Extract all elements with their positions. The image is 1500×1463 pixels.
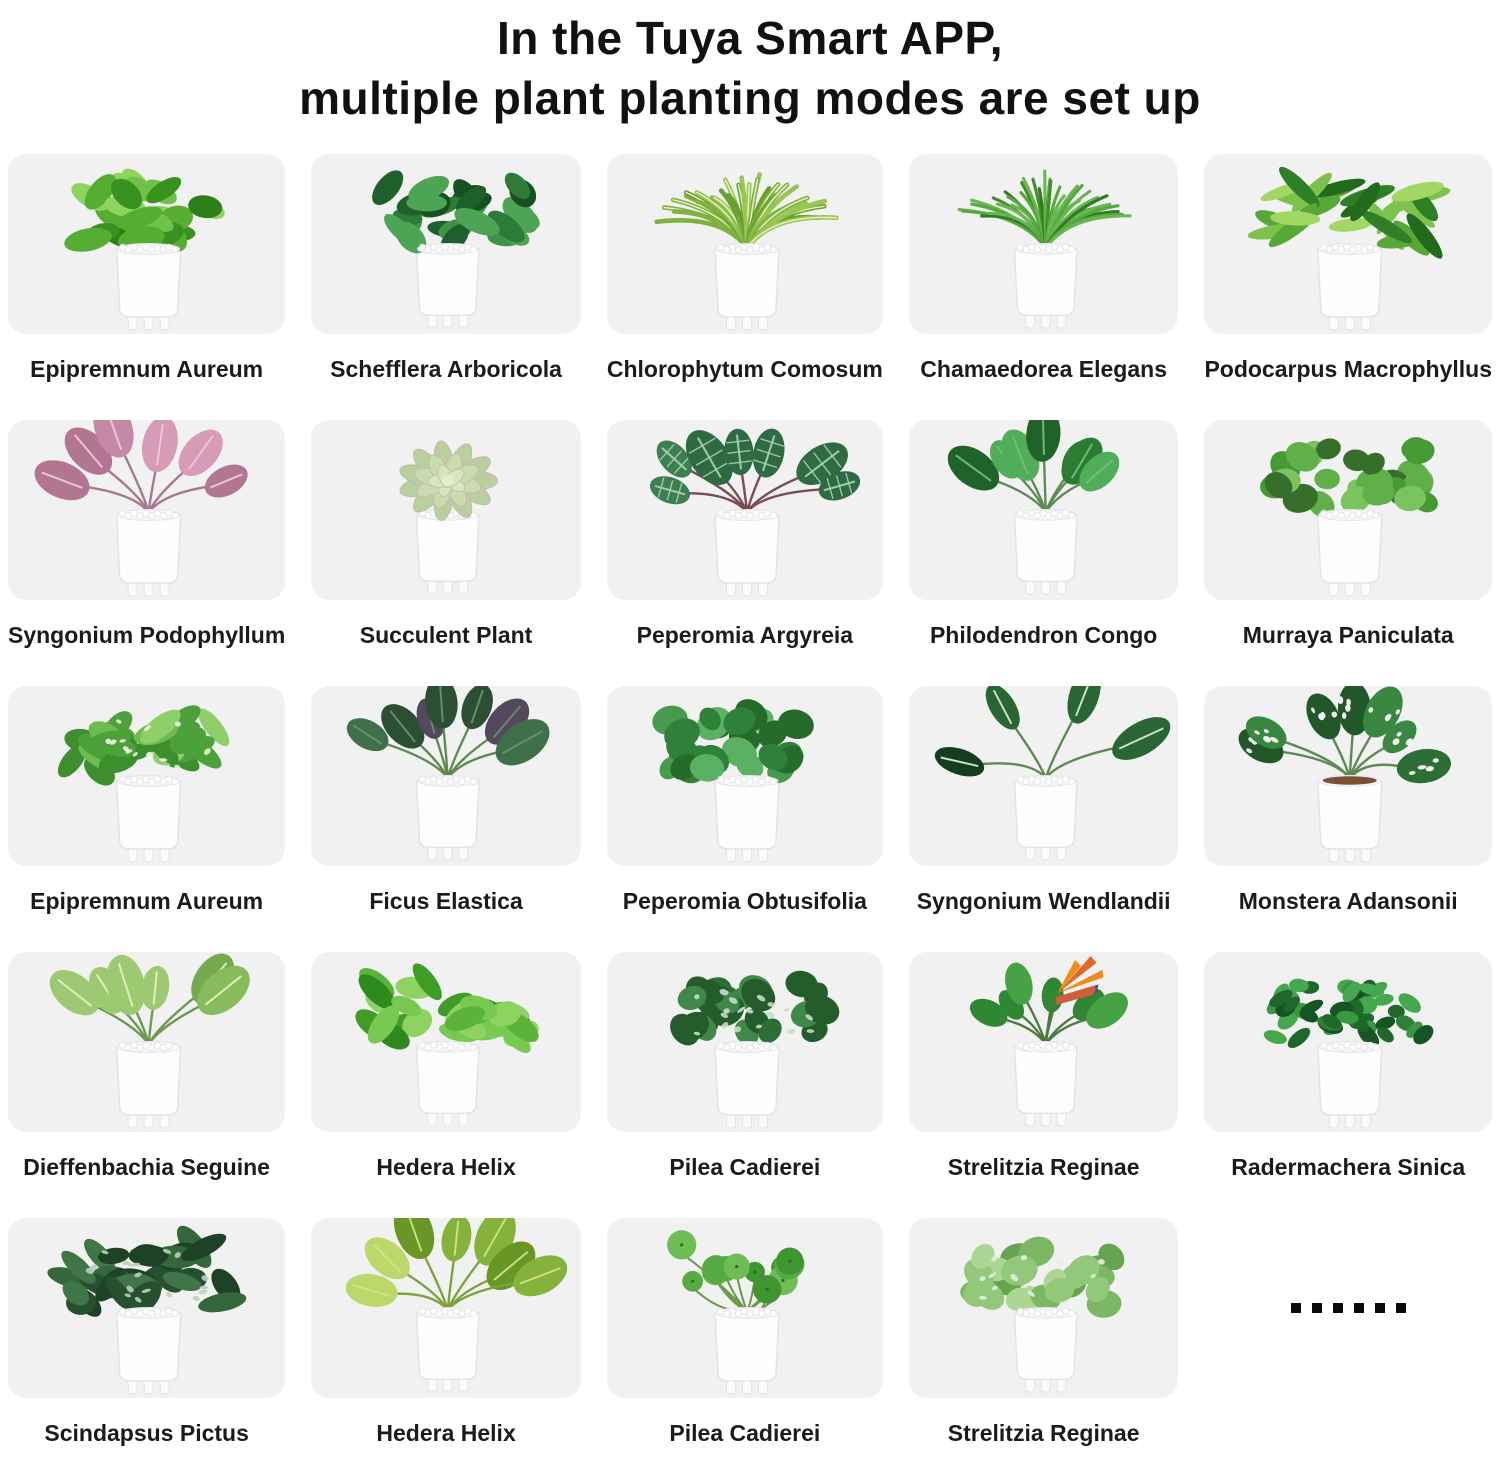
plant-name-label: Podocarpus Macrophyllus <box>1204 356 1492 382</box>
plant-card-cell <box>8 154 285 382</box>
plant-card-cell <box>1204 952 1492 1180</box>
plant-name-label: Pilea Cadierei <box>669 1420 821 1446</box>
plant-name-label: Peperomia Obtusifolia <box>622 888 867 914</box>
plant-card-cell <box>607 686 883 914</box>
plant-illustration <box>909 686 1179 866</box>
plant-photo <box>1204 952 1492 1132</box>
plant-illustration <box>311 952 581 1132</box>
more-plants-ellipsis <box>1291 1303 1406 1313</box>
plant-card-cell <box>311 686 581 914</box>
plant-photo <box>8 686 285 866</box>
plant-illustration <box>8 686 285 866</box>
plant-name-label: Hedera Helix <box>376 1154 516 1180</box>
plant-card-cell <box>1204 154 1492 382</box>
plant-card-cell <box>8 420 285 648</box>
plant-illustration <box>311 154 581 334</box>
plant-illustration <box>1204 420 1492 600</box>
plant-illustration <box>8 154 285 334</box>
plant-photo <box>607 952 883 1132</box>
plant-card-cell <box>311 952 581 1180</box>
plant-photo <box>1204 686 1492 866</box>
plant-name-label: Syngonium Wendlandii <box>916 888 1171 914</box>
plant-name-label: Murraya Paniculata <box>1242 622 1454 648</box>
plant-name-label: Radermachera Sinica <box>1231 1154 1466 1180</box>
plant-name-label: Ficus Elastica <box>369 888 523 914</box>
plant-photo <box>8 420 285 600</box>
more-plants-cell <box>1204 1218 1492 1446</box>
plant-illustration <box>607 154 883 334</box>
plant-name-label: Scindapsus Pictus <box>44 1420 249 1446</box>
plant-photo <box>1204 154 1492 334</box>
plant-card-cell <box>1204 686 1492 914</box>
plant-name-label: Strelitzia Reginae <box>947 1154 1140 1180</box>
plant-illustration <box>8 420 285 600</box>
plant-card-cell <box>8 1218 285 1446</box>
plant-card-cell <box>909 686 1179 914</box>
plant-name-label: Chamaedorea Elegans <box>920 356 1167 382</box>
plant-card-cell <box>8 686 285 914</box>
plant-illustration <box>909 420 1179 600</box>
plant-name-label: Chlorophytum Comosum <box>606 356 883 382</box>
plant-card-cell <box>607 1218 883 1446</box>
plant-illustration <box>607 1218 883 1398</box>
plant-card-cell <box>909 952 1179 1180</box>
plant-illustration <box>311 420 581 600</box>
plant-illustration <box>1204 154 1492 334</box>
page-title-line2: multiple plant planting modes are set up <box>299 72 1201 124</box>
plant-photo <box>8 154 285 334</box>
plant-illustration <box>311 1218 581 1398</box>
plant-name-label: Hedera Helix <box>376 1420 516 1446</box>
plant-photo <box>607 686 883 866</box>
page-title <box>0 8 1500 128</box>
plant-name-label: Strelitzia Reginae <box>947 1420 1140 1446</box>
plant-photo <box>607 154 883 334</box>
page-title-line1: In the Tuya Smart APP, <box>496 12 1004 64</box>
plant-illustration <box>909 952 1179 1132</box>
plant-photo <box>311 420 581 600</box>
plant-name-label: Syngonium Podophyllum <box>8 622 286 648</box>
plant-card-cell <box>607 154 883 382</box>
plant-name-label: Dieffenbachia Seguine <box>23 1154 270 1180</box>
plant-illustration <box>607 952 883 1132</box>
plant-illustration <box>909 154 1179 334</box>
plant-card-cell <box>909 154 1179 382</box>
plant-card-cell <box>607 420 883 648</box>
plant-photo <box>311 154 581 334</box>
plant-illustration <box>1204 686 1492 866</box>
plant-card-cell <box>607 952 883 1180</box>
plant-name-label: Epipremnum Aureum <box>30 888 264 914</box>
more-plants-box <box>1204 1218 1492 1398</box>
plant-illustration <box>311 686 581 866</box>
plant-card-cell <box>1204 420 1492 648</box>
plant-photo <box>311 1218 581 1398</box>
plant-name-label: Epipremnum Aureum <box>30 356 264 382</box>
plant-illustration <box>607 420 883 600</box>
plant-card-cell <box>311 420 581 648</box>
plant-illustration <box>607 686 883 866</box>
plant-photo <box>1204 420 1492 600</box>
plant-name-label: Peperomia Argyreia <box>636 622 854 648</box>
plant-name-label: Succulent Plant <box>359 622 533 648</box>
plant-illustration <box>909 1218 1179 1398</box>
plant-card-cell <box>909 420 1179 648</box>
plant-illustration <box>8 1218 285 1398</box>
plant-photo <box>909 154 1179 334</box>
plant-photo <box>607 1218 883 1398</box>
plant-card-cell <box>311 1218 581 1446</box>
plant-photo <box>909 686 1179 866</box>
plant-photo <box>8 952 285 1132</box>
plant-card-cell <box>311 154 581 382</box>
plant-name-label: Monstera Adansonii <box>1238 888 1458 914</box>
plant-photo <box>311 952 581 1132</box>
plant-photo <box>607 420 883 600</box>
plant-photo <box>8 1218 285 1398</box>
plant-photo <box>909 952 1179 1132</box>
plant-name-label: Schefflera Arboricola <box>330 356 562 382</box>
plant-card-cell <box>909 1218 1179 1446</box>
plant-card-cell <box>8 952 285 1180</box>
plant-grid <box>0 154 1500 1446</box>
plant-name-label: Pilea Cadierei <box>669 1154 821 1180</box>
plant-photo <box>909 1218 1179 1398</box>
plant-photo <box>909 420 1179 600</box>
plant-photo <box>311 686 581 866</box>
plant-illustration <box>8 952 285 1132</box>
plant-name-label: Philodendron Congo <box>929 622 1158 648</box>
plant-illustration <box>1204 952 1492 1132</box>
